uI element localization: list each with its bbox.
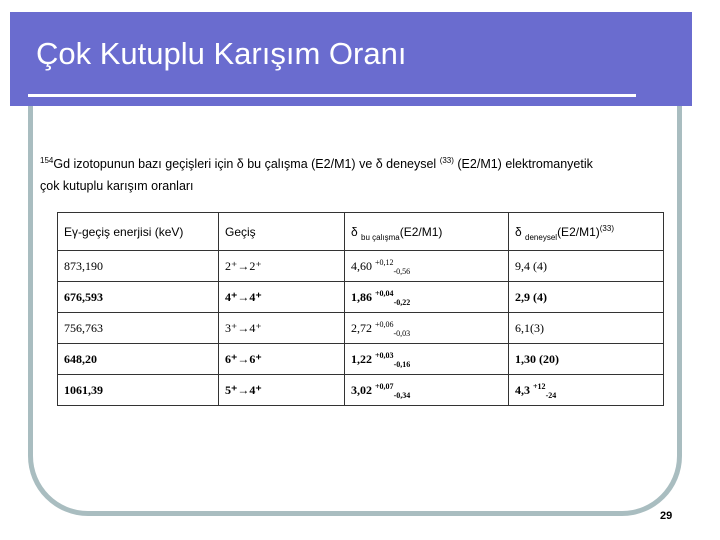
caption-text-part1: Gd izotopunun bazı geçişleri için δ bu çalışma (E2/M1) ve δ deneysel: [53, 157, 440, 172]
cell-transition: 5⁺→4⁺: [219, 375, 345, 406]
mixing-ratio-table: [57, 212, 664, 406]
cell-delta-this-work: 3,02 $^{+0,07}_{-0,34}$: [345, 375, 509, 406]
caption-isotope-mass: 154: [40, 156, 54, 165]
header-transition: Geçiş: [219, 213, 345, 251]
header-energy: Eγ-geçiş enerjisi (keV): [58, 213, 219, 251]
cell-energy: 648,20: [58, 344, 219, 375]
header-delta-this-work: δ $_{bu çalışma}$(E2/M1): [345, 213, 509, 251]
cell-delta-experimental: 6,1(3): [509, 313, 664, 344]
cell-delta-this-work: 4,60 $^{+0,12}_{-0,56}$: [345, 251, 509, 282]
cell-transition: 6⁺→6⁺: [219, 344, 345, 375]
table-caption: [40, 150, 688, 197]
cell-delta-this-work: 1,22 $^{+0,03}_{-0,16}$: [345, 344, 509, 375]
caption-text-part2: (E2/M1) elektromanyetik: [453, 157, 593, 172]
table-row: [58, 375, 664, 406]
cell-delta-experimental: 4,3 $^{+12}_{-24}$: [509, 375, 664, 406]
cell-delta-experimental: 9,4 (4): [509, 251, 664, 282]
table-row: [58, 282, 664, 313]
page-number: 29: [660, 510, 673, 522]
cell-delta-this-work: 1,86 $^{+0,04}_{-0,22}$: [345, 282, 509, 313]
cell-delta-experimental: 1,30 (20): [509, 344, 664, 375]
cell-energy: 676,593: [58, 282, 219, 313]
table-row: [58, 251, 664, 282]
decorative-ring: [684, 0, 694, 10]
title-underline: [28, 94, 636, 97]
cell-delta-this-work: 2,72 $^{+0,06}_{-0,03}$: [345, 313, 509, 344]
cell-energy: 756,763: [58, 313, 219, 344]
header-delta-experimental: δ $_{deneysel}(E2/M1)^{(33)}$: [509, 213, 664, 251]
cell-delta-experimental: 2,9 (4): [509, 282, 664, 313]
cell-energy: 873,190: [58, 251, 219, 282]
table-row: [58, 344, 664, 375]
caption-text-line2: çok kutuplu karışım oranları: [40, 179, 194, 194]
cell-energy: 1061,39: [58, 375, 219, 406]
table-row: [58, 313, 664, 344]
caption-reference: (33): [439, 156, 454, 165]
table-header-row: [58, 213, 664, 251]
cell-transition: 4⁺→4⁺: [219, 282, 345, 313]
cell-transition: 2⁺→2⁺: [219, 251, 345, 282]
cell-transition: 3⁺→4⁺: [219, 313, 345, 344]
slide-title: Çok Kutuplu Karışım Oranı: [36, 36, 407, 71]
